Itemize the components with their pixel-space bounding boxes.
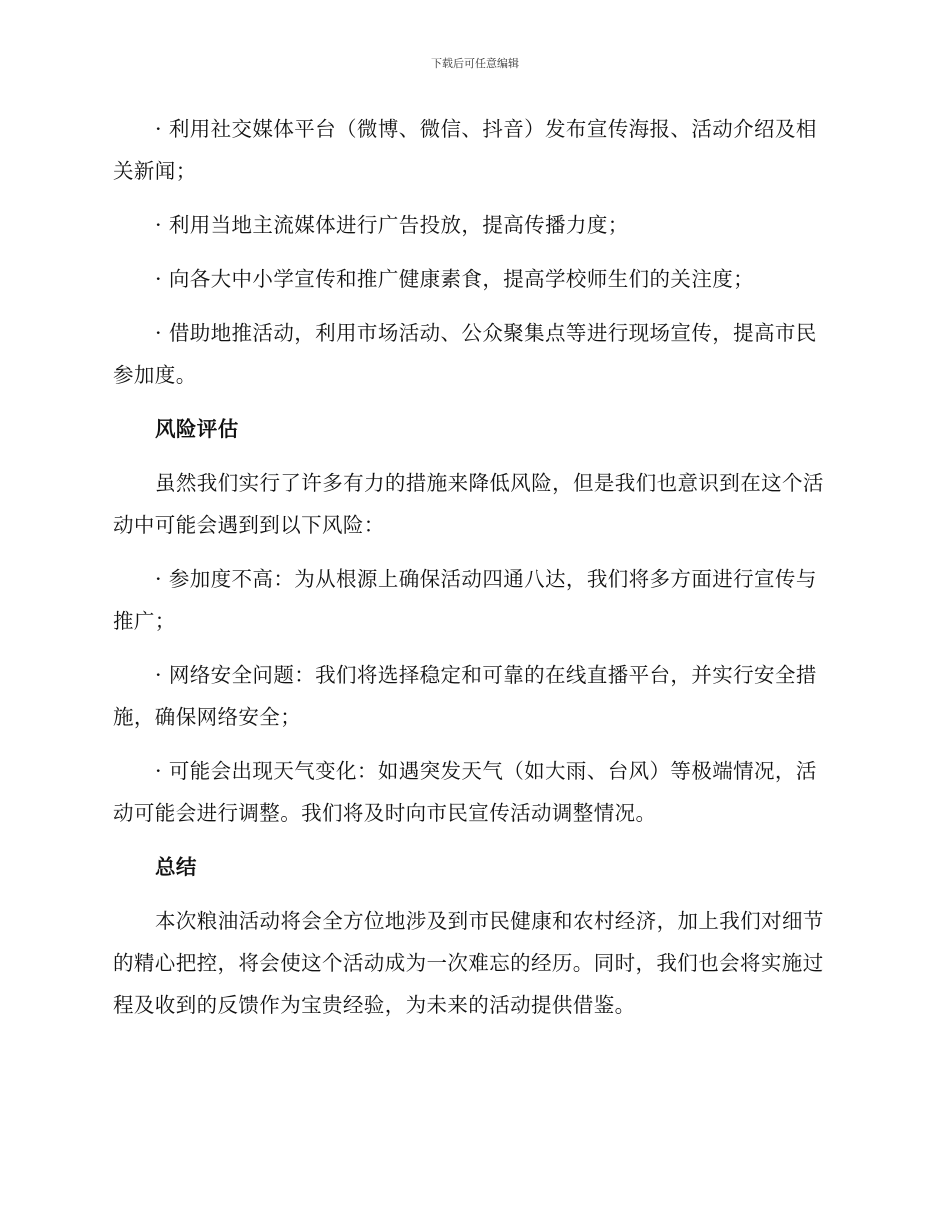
risk-intro-paragraph: 虽然我们实行了许多有力的措施来降低风险，但是我们也意识到在这个活动中可能会遇到到以下风险：: [113, 471, 824, 537]
risk-low-participation: · 参加度不高：为从根源上确保活动四通八达，我们将多方面进行宣传与推广；: [113, 567, 817, 633]
bullet-local-media: · 利用当地主流媒体进行广告投放，提高传播力度；: [155, 213, 629, 237]
section-heading-risk: 风险评估: [155, 417, 239, 441]
document-body: [113, 108, 833, 1038]
page-header: 下载后可任意编辑: [431, 57, 519, 70]
risk-weather: · 可能会出现天气变化：如遇突发天气（如大雨、台风）等极端情况，活动可能会进行调整。我们将及时向市民宣传活动调整情况。: [113, 759, 817, 825]
bullet-ground-promotion: · 借助地推活动，利用市场活动、公众聚集点等进行现场宣传，提高市民参加度。: [113, 321, 817, 387]
bullet-schools: · 向各大中小学宣传和推广健康素食，提高学校师生们的关注度；: [155, 267, 755, 291]
summary-paragraph: 本次粮油活动将会全方位地涉及到市民健康和农村经济，加上我们对细节的精心把控，将会使这个活动成为一次难忘的经历。同时，我们也会将实施过程及收到的反馈作为宝贵经验，为未来的活动提供借鉴。: [113, 909, 824, 1017]
bullet-social-media: · 利用社交媒体平台（微博、微信、抖音）发布宣传海报、活动介绍及相关新闻；: [113, 117, 817, 183]
risk-network-security: · 网络安全问题：我们将选择稳定和可靠的在线直播平台，并实行安全措施，确保网络安全；: [113, 663, 817, 729]
section-heading-summary: 总结: [155, 855, 197, 879]
